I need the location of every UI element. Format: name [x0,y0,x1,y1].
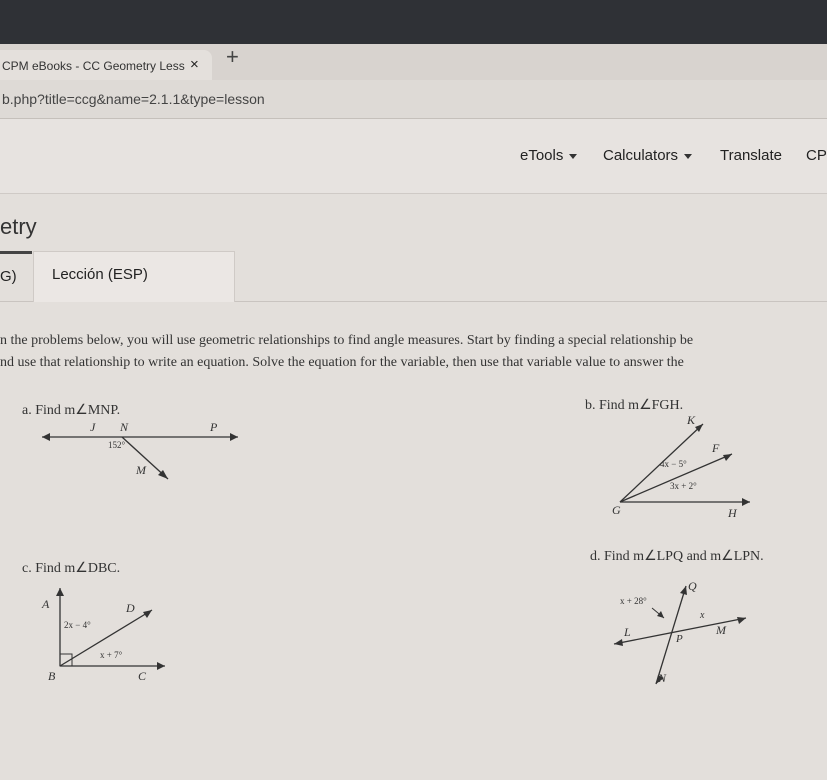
problem-b-diagram [600,414,770,529]
label-m: M [716,623,726,637]
problem-d-prompt: d. Find m∠LPQ and m∠LPN. [590,549,764,564]
chevron-down-icon [684,154,692,159]
close-icon[interactable]: × [190,56,199,73]
label-d: D [126,601,135,615]
problem-b-prompt: b. Find m∠FGH. [585,398,684,413]
arrow-icon [657,611,664,618]
intro-line-1: n the problems below, you will use geometric relationships to find angle measures. Start by finding a special relationship be [0,333,694,348]
problem-intro [0,330,693,374]
lesson-tabs [0,251,827,302]
angle-label-a: 152° [108,440,126,450]
label-n: N [658,671,667,685]
window-top-band [0,0,827,44]
label-n: N [120,420,129,434]
nav-translate[interactable]: Translate [720,147,782,164]
angle-label-lower: x + 7° [100,650,123,660]
problem-c-diagram [30,580,190,690]
problem-a-diagram [30,419,250,494]
lesson-content [0,194,827,780]
label-g: G [612,503,621,517]
tab-lesson[interactable]: G) [0,251,32,304]
nav-calculators[interactable]: Calculators [603,147,692,164]
intro-line-2: nd use that relationship to write an equation. Solve the equation for the variable, then use that variable value to answer the [0,355,684,370]
problem-d-diagram [606,574,756,689]
arrow-icon [143,610,152,618]
angle-label-2: x [700,610,705,621]
tab-bar [0,44,827,80]
label-j: J [90,420,96,434]
chevron-down-icon [569,154,577,159]
angle-label-upper: 2x − 4° [64,620,91,630]
course-title: etry [0,214,37,239]
arrow-icon [157,662,165,670]
tab-title: CPM eBooks - CC Geometry Less [2,59,185,73]
new-tab-icon[interactable]: + [226,44,239,69]
arrow-icon [723,454,732,461]
tab-lesson-spanish[interactable]: Lección (ESP) [33,251,235,302]
arrow-right-icon [737,617,746,624]
label-p: P [210,420,218,434]
arrow-up-icon [680,586,687,595]
label-m: M [136,463,146,477]
problem-a-prompt: a. Find m∠MNP. [22,403,121,418]
label-h: H [728,506,737,520]
arrow-icon [56,588,64,596]
angle-label-upper: 4x − 5° [660,459,687,469]
label-a: A [42,597,50,611]
angle-label-1: x + 28° [620,596,647,606]
label-c: C [138,669,147,683]
arrow-left-icon [614,639,623,646]
arrow-left-icon [42,433,50,441]
label-f: F [712,441,720,455]
site-nav [0,119,827,194]
arrow-icon [742,498,750,506]
arrow-right-icon [230,433,238,441]
browser-tab[interactable] [0,50,212,80]
address-bar[interactable] [0,80,827,119]
angle-label-lower: 3x + 2° [670,481,697,491]
label-p: P [676,633,683,645]
label-b: B [48,669,56,683]
nav-cp[interactable]: CP [806,147,827,164]
label-k: K [687,414,696,427]
problem-c-prompt: c. Find m∠DBC. [22,561,121,576]
nav-etools[interactable]: eTools [520,147,577,164]
label-q: Q [688,579,697,593]
url-text[interactable]: b.php?title=ccg&name=2.1.1&type=lesson [2,91,265,107]
label-l: L [624,625,631,639]
